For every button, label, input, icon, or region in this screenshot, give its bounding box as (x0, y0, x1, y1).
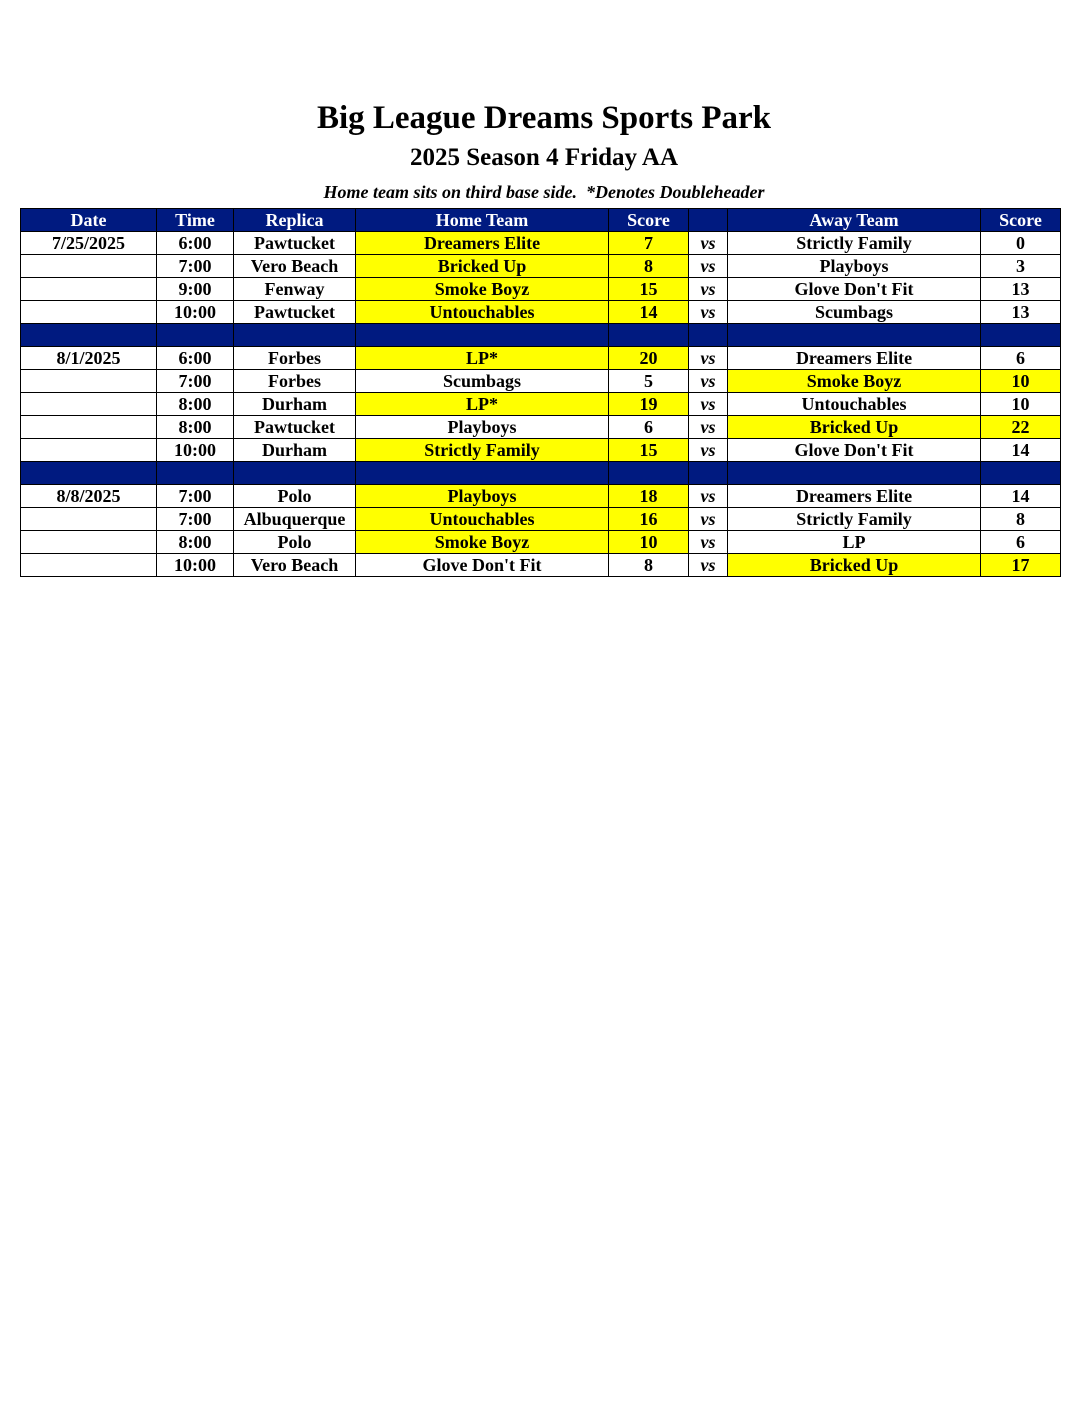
away-team-cell: Playboys (728, 255, 981, 278)
column-header-away-team: Away Team (728, 209, 981, 232)
table-row (21, 531, 1061, 554)
page-title: Big League Dreams Sports Park (316, 100, 772, 136)
home-score-cell: 6 (609, 416, 689, 439)
schedule-table (20, 208, 1061, 577)
date-cell: 8/1/2025 (21, 347, 157, 370)
vs-cell: vs (689, 439, 728, 462)
table-row (21, 508, 1061, 531)
separator-row (21, 324, 1061, 347)
away-score-cell: 14 (981, 485, 1061, 508)
away-score-cell: 13 (981, 301, 1061, 324)
away-score-cell: 10 (981, 393, 1061, 416)
separator-cell (609, 324, 689, 347)
replica-cell: Durham (234, 439, 356, 462)
vs-cell: vs (689, 554, 728, 577)
home-team-cell: Bricked Up (356, 255, 609, 278)
away-team-cell: Strictly Family (728, 232, 981, 255)
home-score-cell: 18 (609, 485, 689, 508)
away-team-cell: Scumbags (728, 301, 981, 324)
vs-cell: vs (689, 347, 728, 370)
replica-cell: Pawtucket (234, 416, 356, 439)
home-score-cell: 15 (609, 278, 689, 301)
time-cell: 10:00 (157, 301, 234, 324)
table-row (21, 301, 1061, 324)
table-row (21, 554, 1061, 577)
date-cell (21, 508, 157, 531)
time-cell: 10:00 (157, 554, 234, 577)
time-cell: 7:00 (157, 485, 234, 508)
separator-cell (21, 462, 157, 485)
separator-cell (689, 324, 728, 347)
replica-cell: Vero Beach (234, 255, 356, 278)
separator-cell (981, 324, 1061, 347)
separator-cell (234, 462, 356, 485)
date-cell (21, 255, 157, 278)
column-header-time: Time (157, 209, 234, 232)
separator-cell (609, 462, 689, 485)
vs-cell: vs (689, 393, 728, 416)
table-row (21, 347, 1061, 370)
date-cell (21, 393, 157, 416)
separator-cell (981, 462, 1061, 485)
away-team-cell: Dreamers Elite (728, 485, 981, 508)
replica-cell: Forbes (234, 347, 356, 370)
schedule-body (21, 232, 1061, 577)
table-row (21, 485, 1061, 508)
away-score-cell: 6 (981, 347, 1061, 370)
away-score-cell: 3 (981, 255, 1061, 278)
replica-cell: Vero Beach (234, 554, 356, 577)
column-header-date: Date (21, 209, 157, 232)
away-team-cell: Glove Don't Fit (728, 439, 981, 462)
date-cell (21, 416, 157, 439)
vs-cell: vs (689, 370, 728, 393)
home-team-cell: Smoke Boyz (356, 531, 609, 554)
date-cell: 8/8/2025 (21, 485, 157, 508)
vs-cell: vs (689, 531, 728, 554)
away-score-cell: 22 (981, 416, 1061, 439)
schedule-note: Home team sits on third base side. *Denotes Doubleheader (323, 182, 765, 202)
table-row (21, 278, 1061, 301)
date-cell (21, 370, 157, 393)
vs-cell: vs (689, 416, 728, 439)
date-cell: 7/25/2025 (21, 232, 157, 255)
vs-cell: vs (689, 255, 728, 278)
column-header-vs (689, 209, 728, 232)
away-score-cell: 17 (981, 554, 1061, 577)
home-team-cell: LP* (356, 347, 609, 370)
away-team-cell: Smoke Boyz (728, 370, 981, 393)
home-team-cell: Untouchables (356, 301, 609, 324)
table-row (21, 393, 1061, 416)
time-cell: 8:00 (157, 531, 234, 554)
time-cell: 9:00 (157, 278, 234, 301)
replica-cell: Polo (234, 531, 356, 554)
separator-cell (157, 324, 234, 347)
table-row (21, 370, 1061, 393)
vs-cell: vs (689, 301, 728, 324)
home-score-cell: 14 (609, 301, 689, 324)
away-team-cell: Dreamers Elite (728, 347, 981, 370)
replica-cell: Albuquerque (234, 508, 356, 531)
away-team-cell: Glove Don't Fit (728, 278, 981, 301)
time-cell: 7:00 (157, 255, 234, 278)
separator-cell (234, 324, 356, 347)
home-score-cell: 19 (609, 393, 689, 416)
separator-row (21, 462, 1061, 485)
time-cell: 8:00 (157, 393, 234, 416)
column-header-home-team: Home Team (356, 209, 609, 232)
date-cell (21, 439, 157, 462)
home-team-cell: Playboys (356, 416, 609, 439)
home-score-cell: 7 (609, 232, 689, 255)
replica-cell: Durham (234, 393, 356, 416)
replica-cell: Forbes (234, 370, 356, 393)
separator-cell (728, 462, 981, 485)
vs-cell: vs (689, 508, 728, 531)
home-team-cell: Glove Don't Fit (356, 554, 609, 577)
home-score-cell: 16 (609, 508, 689, 531)
home-team-cell: Dreamers Elite (356, 232, 609, 255)
date-cell (21, 531, 157, 554)
away-score-cell: 6 (981, 531, 1061, 554)
column-header-home-score: Score (609, 209, 689, 232)
time-cell: 7:00 (157, 370, 234, 393)
home-team-cell: Smoke Boyz (356, 278, 609, 301)
away-score-cell: 13 (981, 278, 1061, 301)
replica-cell: Pawtucket (234, 232, 356, 255)
replica-cell: Polo (234, 485, 356, 508)
home-score-cell: 20 (609, 347, 689, 370)
home-team-cell: Playboys (356, 485, 609, 508)
away-team-cell: Bricked Up (728, 416, 981, 439)
home-team-cell: LP* (356, 393, 609, 416)
separator-cell (21, 324, 157, 347)
date-cell (21, 554, 157, 577)
away-score-cell: 14 (981, 439, 1061, 462)
separator-cell (356, 462, 609, 485)
column-header-replica: Replica (234, 209, 356, 232)
away-score-cell: 8 (981, 508, 1061, 531)
table-row (21, 232, 1061, 255)
table-header-row (21, 209, 1061, 232)
away-team-cell: Bricked Up (728, 554, 981, 577)
separator-cell (356, 324, 609, 347)
home-team-cell: Untouchables (356, 508, 609, 531)
replica-cell: Fenway (234, 278, 356, 301)
column-header-away-score: Score (981, 209, 1061, 232)
separator-cell (728, 324, 981, 347)
time-cell: 10:00 (157, 439, 234, 462)
replica-cell: Pawtucket (234, 301, 356, 324)
home-score-cell: 15 (609, 439, 689, 462)
away-score-cell: 0 (981, 232, 1061, 255)
home-team-cell: Scumbags (356, 370, 609, 393)
away-team-cell: Strictly Family (728, 508, 981, 531)
time-cell: 6:00 (157, 232, 234, 255)
home-score-cell: 8 (609, 255, 689, 278)
table-row (21, 439, 1061, 462)
away-team-cell: LP (728, 531, 981, 554)
season-subtitle: 2025 Season 4 Friday AA (409, 144, 679, 171)
separator-cell (689, 462, 728, 485)
away-score-cell: 10 (981, 370, 1061, 393)
home-score-cell: 10 (609, 531, 689, 554)
vs-cell: vs (689, 232, 728, 255)
home-score-cell: 5 (609, 370, 689, 393)
time-cell: 6:00 (157, 347, 234, 370)
time-cell: 8:00 (157, 416, 234, 439)
away-team-cell: Untouchables (728, 393, 981, 416)
home-score-cell: 8 (609, 554, 689, 577)
home-team-cell: Strictly Family (356, 439, 609, 462)
date-cell (21, 301, 157, 324)
separator-cell (157, 462, 234, 485)
time-cell: 7:00 (157, 508, 234, 531)
table-row (21, 255, 1061, 278)
date-cell (21, 278, 157, 301)
vs-cell: vs (689, 485, 728, 508)
table-row (21, 416, 1061, 439)
vs-cell: vs (689, 278, 728, 301)
